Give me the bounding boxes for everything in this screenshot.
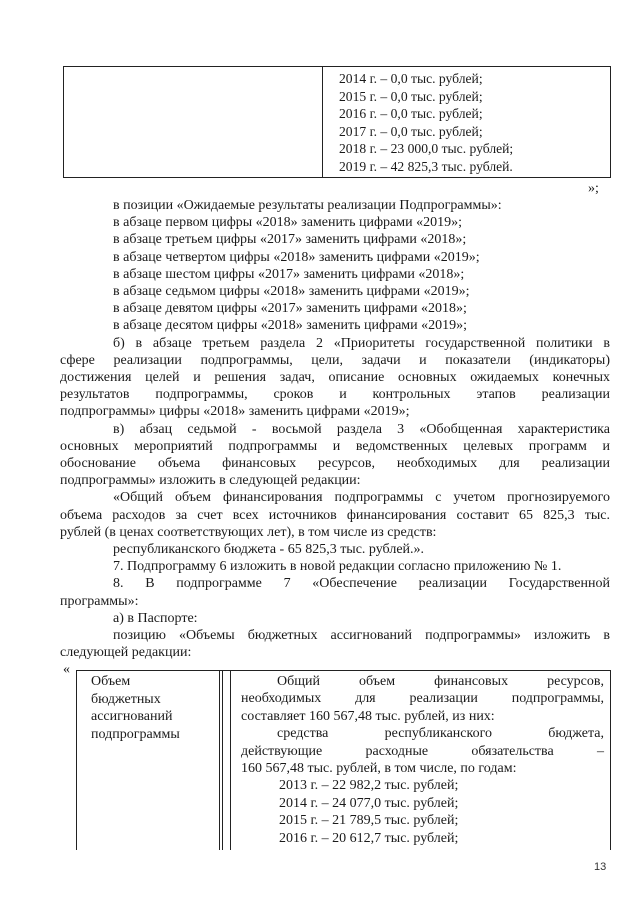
paragraph-line: республиканского бюджета - 65 825,3 тыс. рублей.». <box>113 542 425 558</box>
paragraph: в абзаце первом цифры «2018» заменить цифрами «2019»; <box>113 215 462 231</box>
paragraph: в абзаце девятом цифры «2017» заменить цифрами «2018»; <box>113 301 467 317</box>
funding-table-bottom <box>76 670 611 850</box>
cell-line: действующие расходные обязательства – <box>241 743 604 759</box>
paragraph-b <box>60 335 610 662</box>
funding-years-list <box>339 70 513 176</box>
funding-year-line: 2016 г. – 0,0 тыс. рублей; <box>339 106 483 122</box>
funding-year-line: 2013 г. – 22 982,2 тыс. рублей; <box>279 778 459 794</box>
paragraph: в абзаце шестом цифры «2017» заменить цифрами «2018»; <box>113 266 465 282</box>
opening-quote: « <box>63 662 70 677</box>
cell-line: средства республиканского бюджета, <box>277 726 604 742</box>
paragraph-line: результатов подпрограммы, сроков и контрольных этапов реализации <box>60 387 610 403</box>
funding-year-line: 2014 г. – 24 077,0 тыс. рублей; <box>279 795 459 811</box>
paragraph: в абзаце седьмом цифры «2018» заменить цифрами «2019»; <box>113 284 470 300</box>
funding-table-top <box>63 66 611 178</box>
table-column-divider <box>222 671 223 850</box>
document-body <box>60 197 610 661</box>
cell-line: составляет 160 567,48 тыс. рублей, из них: <box>241 708 495 724</box>
paragraph-line: сфере реализации подпрограммы, цели, задачи и показатели (индикаторы) <box>60 352 610 368</box>
paragraph-line: «Общий объем финансирования подпрограммы с учетом прогнозируемого <box>113 490 610 506</box>
page-number: 13 <box>594 861 607 873</box>
cell-line: подпрограммы <box>91 726 180 742</box>
funding-year-line: 2015 г. – 21 789,5 тыс. рублей; <box>279 813 459 829</box>
position-value-cell <box>241 673 604 847</box>
paragraph-line: б) в абзаце третьем раздела 2 «Приоритеты государственной политики в <box>113 335 610 351</box>
table-column-divider <box>230 671 231 850</box>
paragraph-line: объема расходов за счет всех источников финансирования составит 65 825,3 тыс. <box>60 507 610 523</box>
funding-year-line: 2016 г. – 20 612,7 тыс. рублей; <box>279 830 459 846</box>
position-label-cell <box>91 673 180 743</box>
cell-line: 160 567,48 тыс. рублей, в том числе, по годам: <box>241 761 517 777</box>
paragraph-line: основных мероприятий подпрограммы и ведомственных целевых программ и <box>60 438 610 454</box>
paragraph-line: обоснование объема финансовых ресурсов, необходимых для реализации <box>60 456 610 472</box>
paragraph-line: в) абзац седьмой - восьмой раздела 3 «Обобщенная характеристика <box>113 421 610 437</box>
paragraph: в абзаце четвертом цифры «2018» заменить цифрами «2019»; <box>113 249 480 265</box>
cell-line: ассигнований <box>91 709 173 725</box>
funding-year-line: 2017 г. – 0,0 тыс. рублей; <box>339 123 483 139</box>
funding-year-line: 2014 г. – 0,0 тыс. рублей; <box>339 71 483 86</box>
paragraph-line: программы»: <box>60 593 139 609</box>
funding-year-line: 2019 г. – 42 825,3 тыс. рублей. <box>339 158 513 174</box>
paragraph-line: подпрограммы» изложить в следующей редакции: <box>60 473 361 489</box>
table-column-divider <box>322 67 323 177</box>
paragraph: в абзаце третьем цифры «2017» заменить цифрами «2018»; <box>113 232 467 248</box>
paragraph-line: а) в Паспорте: <box>113 610 198 626</box>
cell-line: Объем <box>91 674 131 689</box>
cell-line: необходимых для реализации подпрограммы, <box>241 691 604 707</box>
table-column-divider <box>219 671 220 850</box>
paragraph-line: подпрограммы» цифры «2018» заменить цифрами «2019»; <box>60 404 410 420</box>
paragraph-line: рублей (в ценах соответствующих лет), в том числе из средств: <box>60 524 437 540</box>
paragraph: в абзаце десятом цифры «2018» заменить цифрами «2019»; <box>113 318 468 334</box>
paragraph-line: 7. Подпрограмму 6 изложить в новой редакции согласно приложению № 1. <box>113 559 562 575</box>
paragraph-line: позицию «Объемы бюджетных ассигнований подпрограммы» изложить в <box>113 628 610 644</box>
funding-year-line: 2015 г. – 0,0 тыс. рублей; <box>339 88 483 104</box>
funding-year-line: 2018 г. – 23 000,0 тыс. рублей; <box>339 141 514 157</box>
paragraph: в позиции «Ожидаемые результаты реализации Подпрограммы»: <box>113 198 502 213</box>
paragraph-line: достижения целей и решения задач, описание основных ожидаемых конечных <box>60 370 610 386</box>
cell-line: Общий объем финансовых ресурсов, <box>277 674 604 689</box>
paragraph-line: следующей редакции: <box>60 645 192 661</box>
closing-quote: »; <box>588 181 599 196</box>
paragraph-line: 8. В подпрограмме 7 «Обеспечение реализации Государственной <box>113 576 610 592</box>
cell-line: бюджетных <box>91 691 161 707</box>
